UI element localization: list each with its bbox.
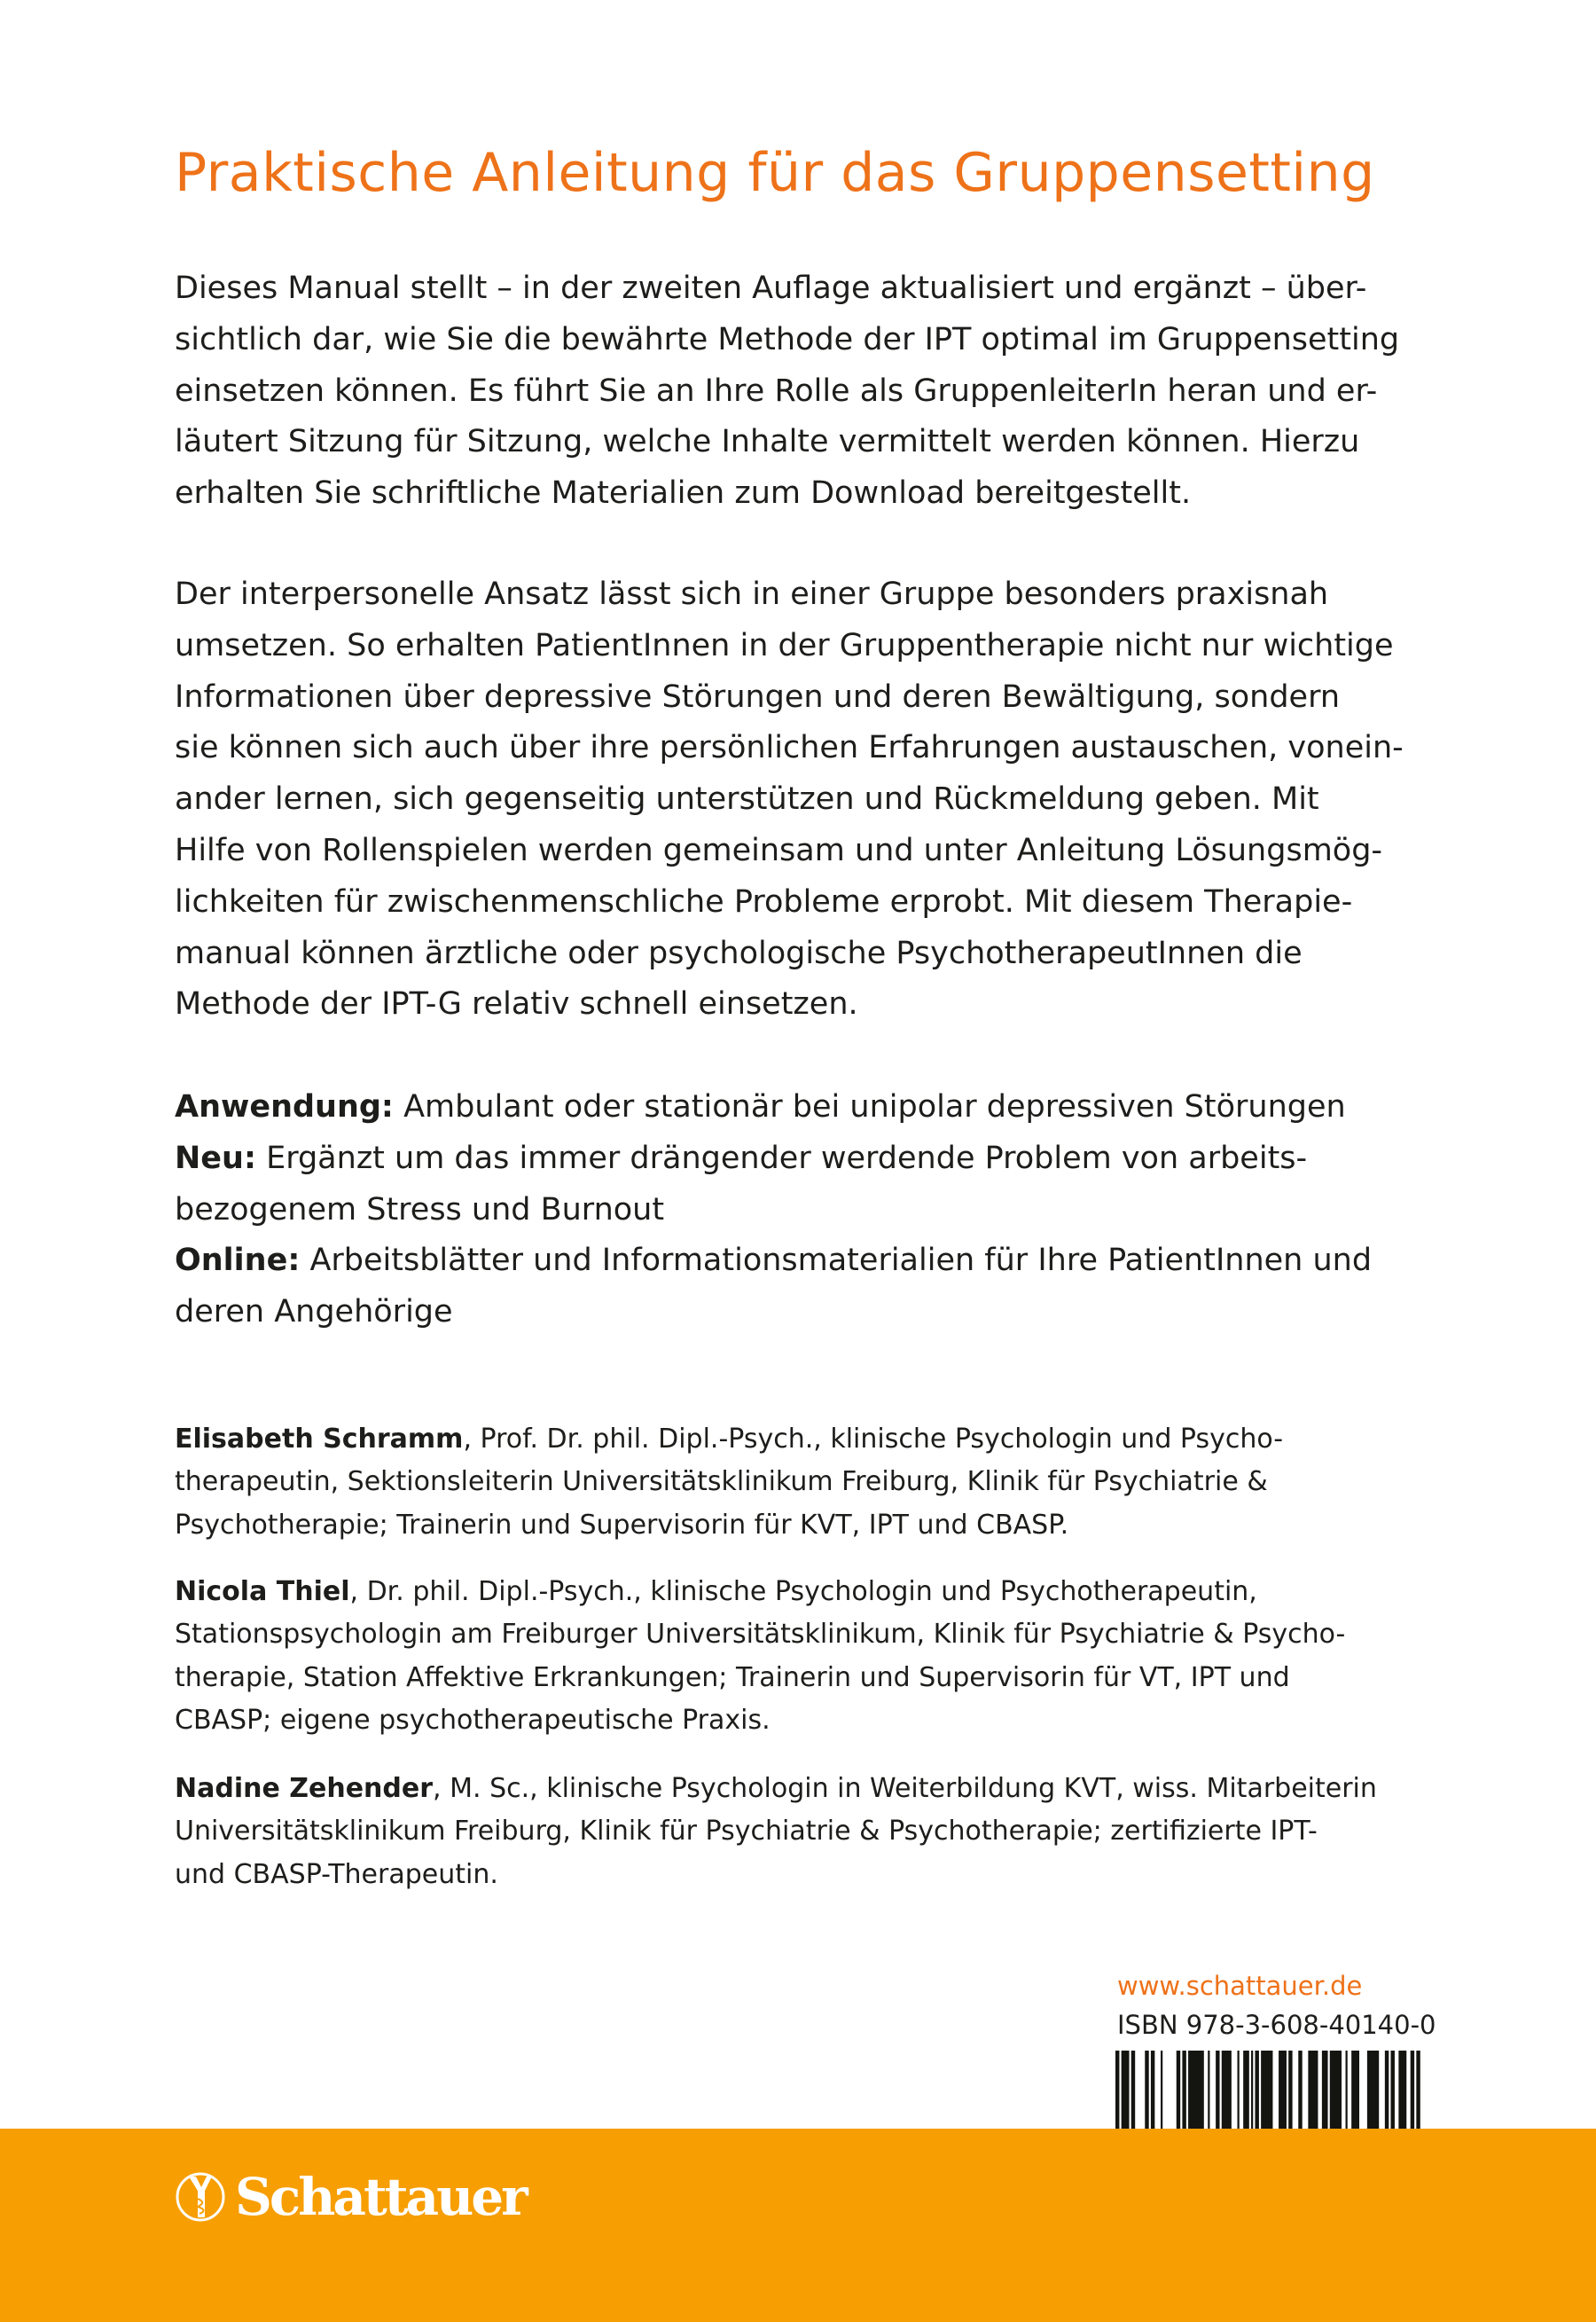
publisher-logo-text: Schattauer bbox=[235, 2167, 526, 2227]
barcode-bar bbox=[1398, 2051, 1406, 2130]
author-bio-zehender bbox=[175, 1768, 1377, 1896]
barcode-bar bbox=[1279, 2051, 1287, 2130]
publisher-website-link[interactable]: www.schattauer.de bbox=[1117, 1971, 1363, 2001]
text-line: manual können ärztliche oder psychologische PsychotherapeutInnen die bbox=[175, 935, 1303, 971]
barcode-bar bbox=[1216, 2051, 1219, 2130]
text-line: , Prof. Dr. phil. Dipl.-Psych., klinische Psychologin und Psycho- bbox=[463, 1424, 1284, 1455]
feature-text: Arbeitsblätter und Informationsmaterialien für Ihre PatientInnen und bbox=[300, 1243, 1373, 1279]
barcode-bar bbox=[1322, 2051, 1328, 2130]
author-bio-schramm bbox=[175, 1418, 1283, 1547]
feature-text: deren Angehörige bbox=[175, 1294, 453, 1330]
barcode-bar bbox=[1151, 2051, 1154, 2130]
text-line: sie können sich auch über ihre persönlichen Erfahrungen austauschen, vonein- bbox=[175, 730, 1404, 766]
barcode-bar bbox=[1367, 2051, 1379, 2130]
page-title: Praktische Anleitung für das Gruppensetting bbox=[175, 142, 1375, 204]
text-line: lichkeiten für zwischenmenschliche Probleme erprobt. Mit diesem Therapie- bbox=[175, 883, 1353, 920]
text-line: Dieses Manual stellt – in der zweiten Auflage aktualisiert und ergänzt – über- bbox=[175, 271, 1367, 306]
barcode-bar bbox=[1122, 2051, 1130, 2130]
barcode-bar bbox=[1115, 2051, 1119, 2130]
barcode-bar bbox=[1145, 2051, 1148, 2130]
text-line: erhalten Sie schriftliche Materialien zum Download bereitgestellt. bbox=[175, 475, 1192, 512]
text-line: läutert Sitzung für Sitzung, welche Inhalte vermittelt werden können. Hierzu bbox=[175, 424, 1360, 460]
barcode-bar bbox=[1288, 2051, 1292, 2130]
barcode-bar bbox=[1351, 2051, 1359, 2130]
text-line: Informationen über depressive Störungen und deren Bewältigung, sondern bbox=[175, 679, 1341, 715]
barcode-bar bbox=[1208, 2051, 1209, 2130]
barcode-bar bbox=[1411, 2051, 1414, 2130]
text-line: Psychotherapie; Trainerin und Supervisorin für KVT, IPT und CBASP. bbox=[175, 1509, 1069, 1541]
feature-neu bbox=[175, 1134, 1372, 1185]
text-line: Methode der IPT-G relativ schnell einsetzen. bbox=[175, 986, 858, 1023]
barcode-bar bbox=[1346, 2051, 1348, 2130]
text-line: , Dr. phil. Dipl.-Psych., klinische Psychologin und Psychotherapeutin, bbox=[349, 1576, 1257, 1607]
schattauer-emblem-icon bbox=[175, 2171, 226, 2223]
feature-online bbox=[175, 1236, 1372, 1287]
publisher-logo bbox=[175, 2167, 526, 2227]
description-paragraph-1 bbox=[175, 263, 1399, 520]
barcode-bar bbox=[1238, 2051, 1240, 2130]
text-line: Universitätsklinikum Freiburg, Klinik für Psychiatrie & Psychotherapie; zertifizierte IPT- bbox=[175, 1816, 1318, 1847]
barcode-bar bbox=[1255, 2051, 1258, 2130]
author-bio-thiel bbox=[175, 1571, 1345, 1743]
feature-text: Ergänzt um das immer drängender werdende Problem von arbeits- bbox=[255, 1140, 1308, 1176]
feature-label: Online: bbox=[175, 1243, 301, 1279]
author-name: Elisabeth Schramm bbox=[175, 1424, 464, 1455]
barcode-bar bbox=[1251, 2051, 1253, 2130]
barcode-bar bbox=[1308, 2051, 1318, 2130]
text-line: therapie, Station Affektive Erkrankungen; Trainerin und Supervisorin für VT, IPT und bbox=[175, 1661, 1290, 1693]
text-line: ander lernen, sich gegenseitig unterstützen und Rückmeldung geben. Mit bbox=[175, 781, 1319, 818]
barcode-bar bbox=[1188, 2051, 1204, 2130]
feature-text: bezogenem Stress und Burnout bbox=[175, 1191, 665, 1228]
barcode-bar bbox=[1385, 2051, 1389, 2130]
text-line: CBASP; eigene psychotherapeutische Praxis. bbox=[175, 1705, 771, 1737]
isbn-number: ISBN 978-3-608-40140-0 bbox=[1117, 2010, 1436, 2040]
barcode-bar bbox=[1391, 2051, 1395, 2130]
description-paragraph-2 bbox=[175, 569, 1404, 1031]
barcode-bar bbox=[1243, 2051, 1249, 2130]
text-line: therapeutin, Sektionsleiterin Universitätsklinikum Freiburg, Klinik für Psychiatrie & bbox=[175, 1466, 1268, 1498]
barcode-bar bbox=[1161, 2051, 1162, 2130]
feature-text: Ambulant oder stationär bei unipolar depressiven Störungen bbox=[393, 1089, 1346, 1125]
text-line: einsetzen können. Es führt Sie an Ihre Rolle als GruppenleiterIn heran und er- bbox=[175, 373, 1378, 409]
features-list bbox=[175, 1082, 1372, 1338]
feature-anwendung bbox=[175, 1082, 1372, 1134]
text-line: , M. Sc., klinische Psychologin in Weiterbildung KVT, wiss. Mitarbeiterin bbox=[433, 1773, 1377, 1804]
barcode-bar bbox=[1416, 2051, 1420, 2130]
text-line: umsetzen. So erhalten PatientInnen in der Gruppentherapie nicht nur wichtige bbox=[175, 627, 1394, 663]
author-name: Nadine Zehender bbox=[175, 1773, 434, 1804]
barcode bbox=[1115, 2051, 1422, 2130]
feature-label: Anwendung: bbox=[175, 1089, 394, 1125]
feature-label: Neu: bbox=[175, 1140, 256, 1176]
barcode-bar bbox=[1222, 2051, 1232, 2130]
text-line: und CBASP-Therapeutin. bbox=[175, 1858, 498, 1890]
text-line: Hilfe von Rollenspielen werden gemeinsam und unter Anleitung Lösungsmög- bbox=[175, 832, 1383, 868]
barcode-bar bbox=[1261, 2051, 1272, 2130]
author-name: Nicola Thiel bbox=[175, 1576, 350, 1607]
text-line: sichtlich dar, wie Sie die bewährte Methode der IPT optimal im Gruppensetting bbox=[175, 321, 1400, 357]
text-line: Stationspsychologin am Freiburger Universitätsklinikum, Klinik für Psychiatrie & Psycho- bbox=[175, 1619, 1346, 1651]
barcode-bar bbox=[1182, 2051, 1185, 2130]
barcode-bar bbox=[1177, 2051, 1180, 2130]
barcode-bar bbox=[1298, 2051, 1302, 2130]
text-line: Der interpersonelle Ansatz lässt sich in einer Gruppe besonders praxisnah bbox=[175, 577, 1329, 612]
barcode-bar bbox=[1131, 2051, 1135, 2130]
barcode-bar bbox=[1330, 2051, 1342, 2130]
